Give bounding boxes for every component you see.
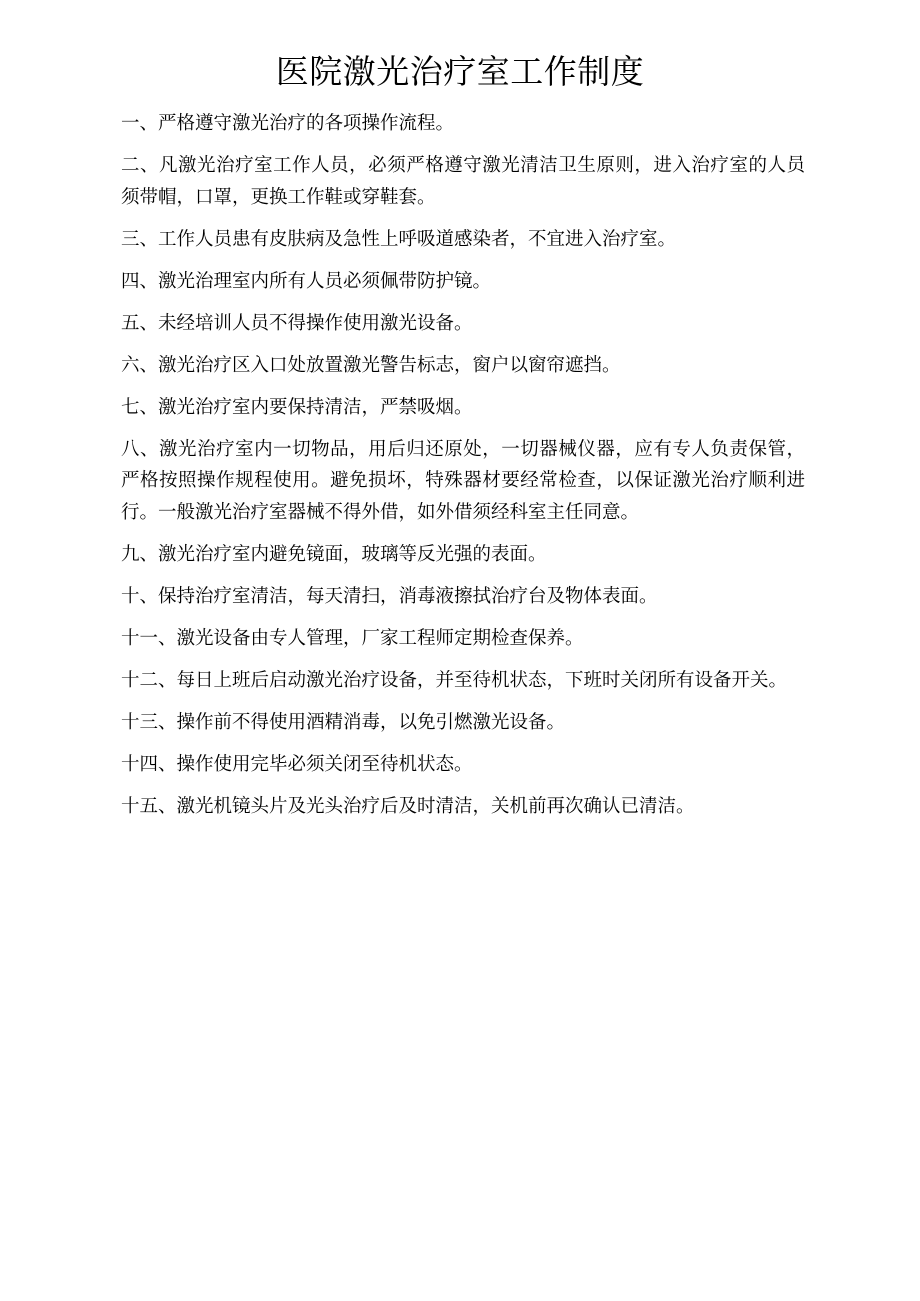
rule-item: 十三、操作前不得使用酒精消毒，以免引燃激光设备。	[121, 711, 566, 733]
rule-item: 四、激光治理室内所有人员必须佩带防护镜。	[121, 270, 492, 292]
rule-item: 九、激光治疗室内避免镜面，玻璃等反光强的表面。	[121, 543, 547, 565]
rule-item: 五、未经培训人员不得操作使用激光设备。	[121, 312, 473, 334]
rule-item: 十五、激光机镜头片及光头治疗后及时清洁，关机前再次确认已清洁。	[121, 795, 695, 817]
rule-item: 一、严格遵守激光治疗的各项操作流程。	[121, 113, 455, 134]
rule-item: 八、激光治疗室内一切物品，用后归还原处，一切器械仪器，应有专人负责保管，严格按照操作规程使用。避免损坏，特殊器材要经常检查，以保证激光治疗顺利进行。一般激光治疗室器械不得外借，如外借须经科室主任同意。	[121, 438, 805, 523]
rule-item: 三、工作人员患有皮肤病及急性上呼吸道感染者，不宜进入治疗室。	[121, 228, 677, 250]
rules-list	[121, 108, 805, 833]
rule-item: 十一、激光设备由专人管理，厂家工程师定期检查保养。	[121, 627, 584, 649]
rule-item: 二、凡激光治疗室工作人员，必须严格遵守激光清洁卫生原则，进入治疗室的人员须带帽，口罩，更换工作鞋或穿鞋套。	[121, 155, 805, 208]
document-title: 医院激光治疗室工作制度	[275, 52, 645, 91]
rule-item: 十、保持治疗室清洁，每天清扫，消毒液擦拭治疗台及物体表面。	[121, 585, 658, 607]
rule-item: 十四、操作使用完毕必须关闭至待机状态。	[121, 753, 473, 775]
rule-item: 十二、每日上班后启动激光治疗设备，并至待机状态，下班时关闭所有设备开关。	[121, 669, 788, 691]
rule-item: 六、激光治疗区入口处放置激光警告标志，窗户以窗帘遮挡。	[121, 354, 621, 376]
rule-item: 七、激光治疗室内要保持清洁，严禁吸烟。	[121, 396, 473, 418]
